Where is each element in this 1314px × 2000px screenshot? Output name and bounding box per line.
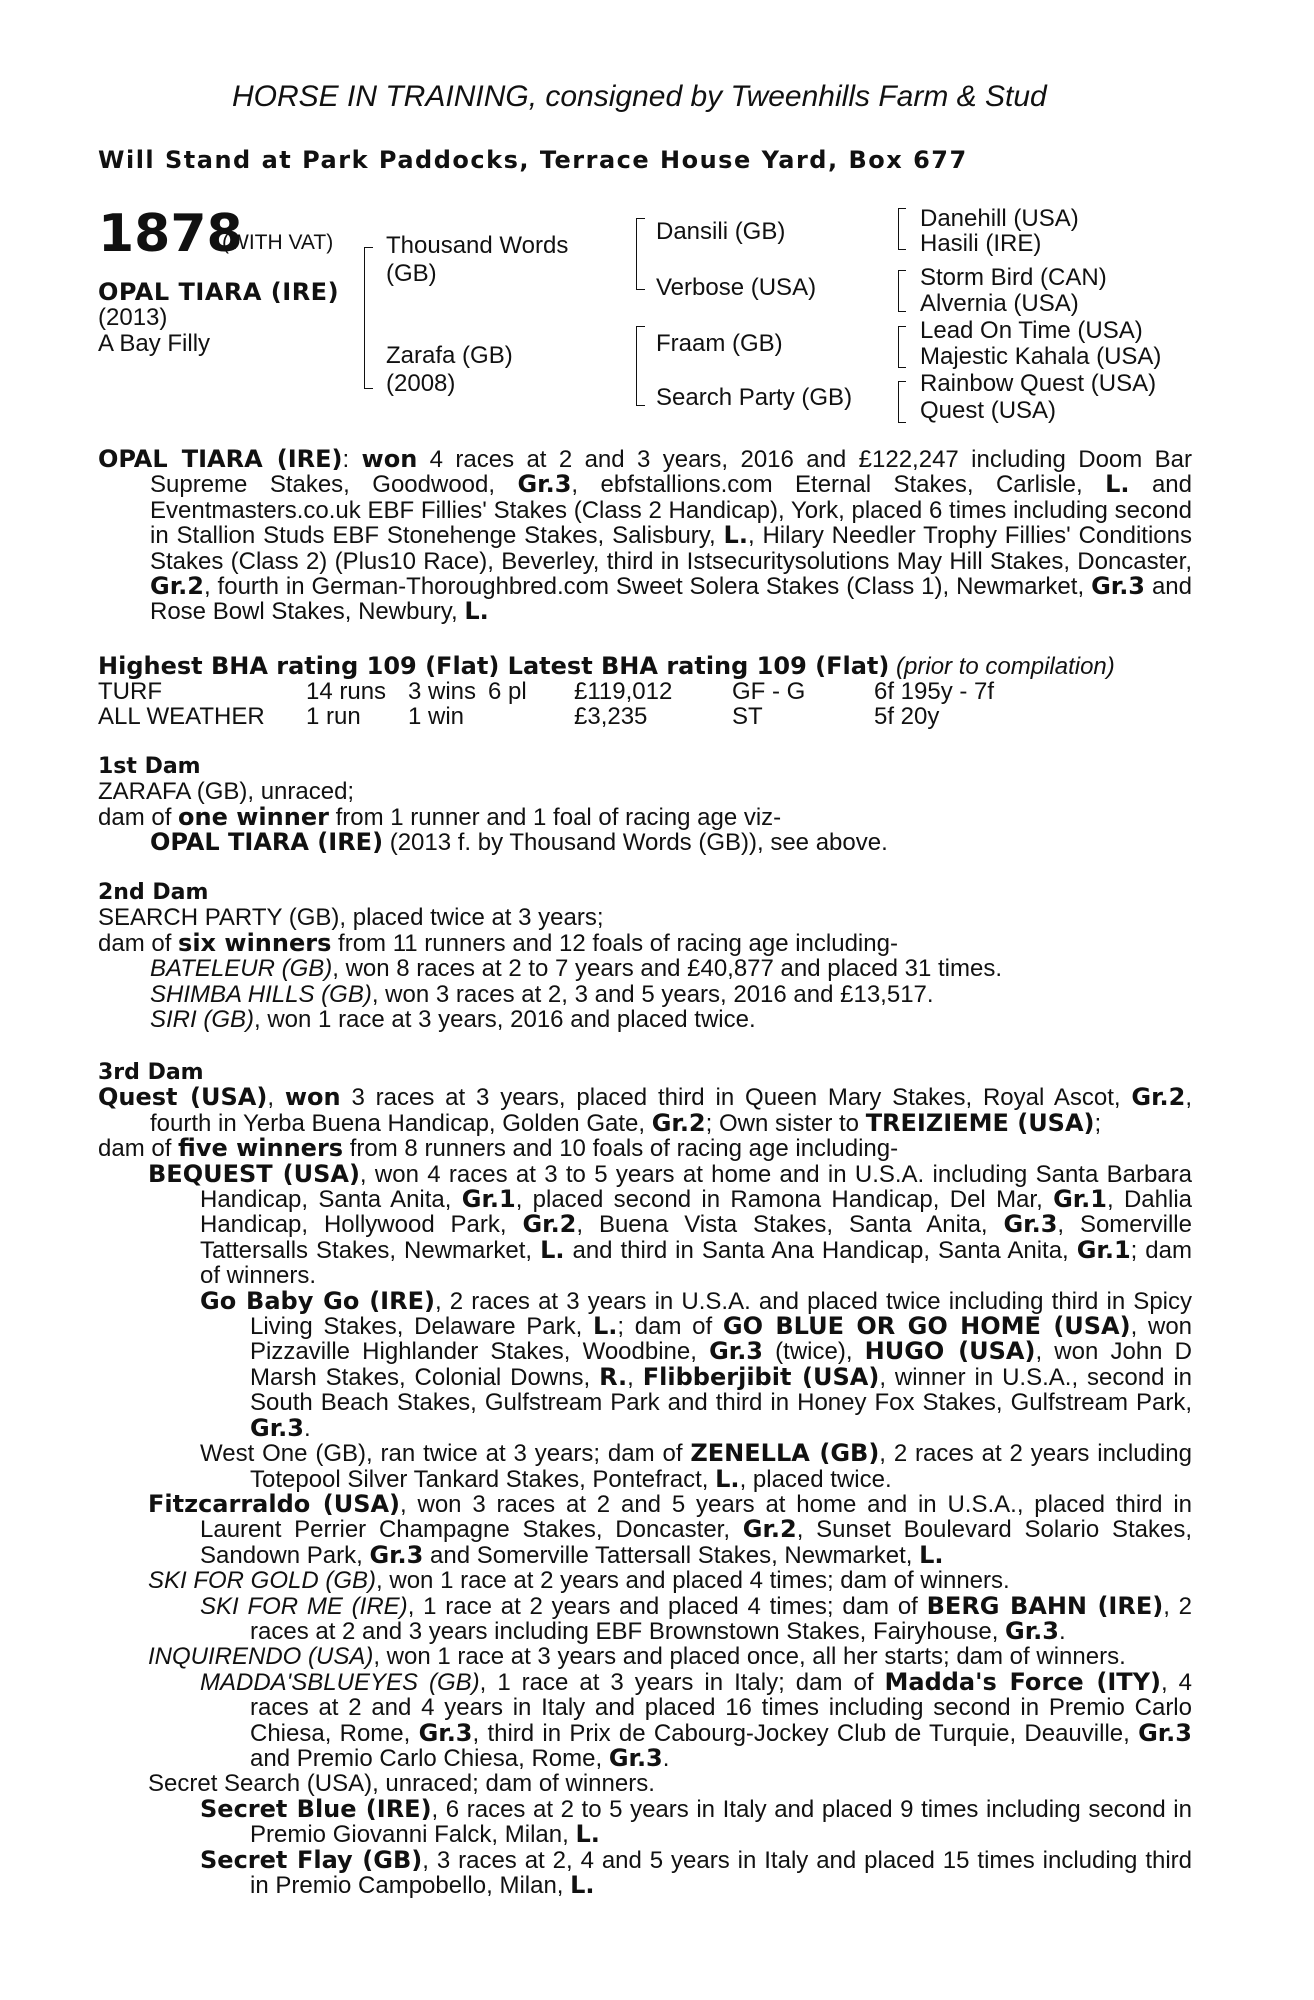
horse-year: (2013) <box>98 304 168 331</box>
text-run: BERG BAHN (IRE) <box>926 1591 1164 1620</box>
text-run: , Sunset Boulevard Solario Stakes, Sandown Park, <box>200 1516 1192 1569</box>
text-run: OPAL TIARA (IRE) <box>150 828 384 857</box>
text-run: , 4 races at 2 and 4 years in Italy and placed 16 times including second in Premio Carlo Chiesa, Rome, <box>250 1668 1193 1747</box>
text-run: , fourth in Yerba Buena Handicap, Golden Gate, <box>150 1084 1192 1137</box>
text-run: R. <box>599 1362 628 1391</box>
vat-label: (WITH VAT) <box>222 231 334 254</box>
text-run: , 1 race at 3 years in Italy; dam of <box>479 1668 885 1696</box>
gen3-4: Alvernia (USA) <box>920 290 1079 317</box>
gen2-brace-sire <box>636 218 645 290</box>
text-run: , <box>627 1363 643 1391</box>
text-run: and Rose Bowl Stakes, Newbury, <box>150 573 1193 626</box>
dam-name: Zarafa (GB) <box>386 342 513 369</box>
text-run: (twice), <box>763 1338 865 1366</box>
text-run: MADDA'SBLUEYES (GB) <box>200 1668 480 1696</box>
text-run: and Premio Carlo Chiesa, Rome, <box>250 1744 609 1772</box>
text-run: six winners <box>178 928 332 957</box>
text-run: won <box>284 1083 341 1112</box>
text-run: . <box>662 1744 670 1772</box>
text-run: L. <box>715 1464 740 1493</box>
text-run: , won 1 race at 3 years, 2016 and placed twice. <box>254 1006 756 1034</box>
gen3-6: Majestic Kahala (USA) <box>920 343 1162 370</box>
text-run: from 11 runners and 12 foals of racing age including- <box>331 929 898 957</box>
text-run: , 2 races at 3 years in U.S.A. and placed twice including third in Spicy Living Stakes, Delaware Park, <box>250 1287 1192 1341</box>
text-run: SKI FOR GOLD (GB) <box>148 1567 377 1595</box>
aw-distance: 5f 20y <box>874 703 940 730</box>
text-run: HUGO (USA) <box>864 1337 1036 1366</box>
horse-description: A Bay Filly <box>98 330 211 357</box>
text-run: Gr.3 <box>608 1743 663 1772</box>
gen3-5: Lead On Time (USA) <box>920 317 1143 344</box>
text-run: Gr.3 <box>709 1337 764 1366</box>
text-run: , 3 races at 2, 4 and 5 years in Italy and placed 15 times including third in Premio Campobello, Milan, <box>250 1846 1193 1899</box>
text-run: Quest (USA) <box>98 1083 268 1112</box>
text-run: Secret Flay (GB) <box>200 1845 423 1874</box>
text-run: BEQUEST (USA) <box>148 1159 360 1188</box>
text-run: L. <box>1105 470 1130 499</box>
aw-surface: ST <box>732 703 763 730</box>
text-run: Gr.3 <box>369 1540 424 1569</box>
text-run: Gr.3 <box>517 470 572 499</box>
gen3-brace-4 <box>898 381 906 423</box>
text-run: , <box>267 1084 285 1112</box>
gen2-sire-dam: Verbose (USA) <box>656 274 817 301</box>
text-run: five winners <box>178 1134 344 1163</box>
text-run: ZENELLA (GB) <box>690 1439 880 1468</box>
sire-name: Thousand Words <box>386 232 569 259</box>
turf-going: GF - G <box>732 678 806 705</box>
text-run: , Buena Vista Stakes, Santa Anita, <box>576 1211 1004 1239</box>
text-run: Gr.3 <box>1003 1210 1058 1239</box>
turf-placed: 6 pl <box>488 678 527 705</box>
text-run: , 2 races at 2 years including Totepool Silver Tankard Stakes, Pontefract, <box>250 1440 1192 1493</box>
first-dam-heading: 1st Dam <box>98 754 201 779</box>
text-run: one winner <box>178 802 329 831</box>
text-run: L. <box>592 1312 618 1341</box>
record-horse-name: OPAL TIARA (IRE) <box>98 445 343 473</box>
text-run: , winner in U.S.A., second in South Beach Stakes, Gulfstream Park and third in Honey Fox Stakes, Gulfstream Park, <box>250 1363 1193 1417</box>
gen2-dam-sire: Fraam (GB) <box>656 330 783 357</box>
turf-wins: 3 wins <box>408 678 477 705</box>
gen3-brace-1 <box>898 208 906 250</box>
text-run: L. <box>723 521 748 550</box>
text-run: GO BLUE OR GO HOME (USA) <box>722 1312 1131 1341</box>
second-dam-section: 2nd Dam SEARCH PARTY (GB), placed twice at 3 years; dam of six winners from 11 runners and 12 foals of racing age including- BATELEUR (GB), won 8 races at 2 to 7 years and £40,877 and placed 31 times. SHIMBA HILLS (GB), won 3 races at 2, 3 and 5 years, 2016 and £13,517. SIRI (GB), won 1 race at 3 years, 2016 and placed twice. <box>98 880 1192 1032</box>
text-run: Gr.3 <box>418 1718 473 1747</box>
text-run: Gr.2 <box>150 572 204 601</box>
aw-runs: 1 run <box>306 703 361 730</box>
gen3-1: Danehill (USA) <box>920 205 1079 232</box>
text-run: Gr.3 <box>1138 1718 1192 1747</box>
gen3-2: Hasili (IRE) <box>920 230 1042 257</box>
race-record <box>98 447 1192 625</box>
text-run: and third in Santa Ana Handicap, Santa Anita, <box>564 1236 1077 1264</box>
sire-country: (GB) <box>386 260 437 287</box>
text-run: , won Pizzaville Highlander Stakes, Woodbine, <box>250 1313 1193 1366</box>
text-run: , won 3 races at 2, 3 and 5 years, 2016 and £13,517. <box>371 980 934 1008</box>
text-run: INQUIRENDO (USA) <box>148 1643 374 1671</box>
text-run: ; <box>1094 1109 1102 1137</box>
text-run: L. <box>919 1540 944 1569</box>
text-run: 3 races at 3 years, placed third in Queen Mary Stakes, Royal Ascot, <box>340 1084 1132 1112</box>
text-run: , placed second in Ramona Handicap, Del Mar, <box>515 1186 1054 1214</box>
ratings-note: (prior to compilation) <box>896 653 1115 680</box>
gen3-brace-3 <box>898 326 906 368</box>
text-run: : <box>342 446 362 473</box>
text-run: Go Baby Go (IRE) <box>200 1286 435 1315</box>
text-run: , Somerville Tattersalls Stakes, Newmarket, <box>200 1211 1192 1264</box>
text-run: , won 3 races at 2 and 5 years at home and in U.S.A., placed third in Laurent Perrier Champagne Stakes, Doncaster, <box>200 1490 1192 1544</box>
text-run: , won 1 race at 3 years and placed once, all her starts; dam of winners. <box>373 1643 1126 1671</box>
text-run: Secret Blue (IRE) <box>200 1794 432 1823</box>
text-run: Flibberjibit (USA) <box>642 1362 880 1391</box>
text-run: ; dam of <box>617 1313 723 1341</box>
text-run: Gr.1 <box>1076 1235 1131 1264</box>
text-run: L. <box>464 597 489 626</box>
text-run: , 1 race at 2 years and placed 4 times; dam of <box>407 1592 927 1620</box>
second-dam-heading: 2nd Dam <box>98 880 209 905</box>
page-heading: HORSE IN TRAINING, consigned by Tweenhills Farm & Stud <box>232 80 1047 113</box>
text-run: dam of <box>98 1135 179 1163</box>
text-run: West One (GB), ran twice at 3 years; dam of <box>200 1440 691 1468</box>
text-run: Gr.3 <box>1091 572 1146 601</box>
aw-label: ALL WEATHER <box>98 703 265 730</box>
location-line: Will Stand at Park Paddocks, Terrace House Yard, Box 677 <box>98 146 968 174</box>
text-run: L. <box>540 1235 565 1264</box>
text-run: SIRI (GB) <box>150 1006 255 1034</box>
text-run: Gr.2 <box>522 1210 577 1239</box>
text-run: Gr.2 <box>742 1515 797 1544</box>
text-run: SHIMBA HILLS (GB) <box>150 980 372 1008</box>
text-run: TREIZIEME (USA) <box>865 1108 1095 1137</box>
text-run: Madda's Force (ITY) <box>884 1667 1161 1696</box>
first-dam-section: 1st Dam ZARAFA (GB), unraced; dam of one winner from 1 runner and 1 foal of racing age viz- OPAL TIARA (IRE) (2013 f. by Thousand Words (GB)), see above. <box>98 754 1192 856</box>
text-run: and Eventmasters.co.uk EBF Fillies' Stakes (Class 2 Handicap), York, placed 6 times including second in Stallion Studs EBF Stonehenge Stakes, Salisbury, <box>150 471 1192 550</box>
gen3-8: Quest (USA) <box>920 397 1057 424</box>
text-run: (2013 f. by Thousand Words (GB)), see above. <box>383 829 888 857</box>
lot-number: 1878 <box>98 204 243 264</box>
text-run: , won John D Marsh Stakes, Colonial Downs, <box>250 1338 1193 1391</box>
third-dam-section <box>98 1060 1192 1898</box>
text-run: BATELEUR (GB) <box>150 955 333 983</box>
gen2-dam-dam: Search Party (GB) <box>656 384 853 411</box>
text-run: , placed twice. <box>739 1465 892 1493</box>
text-run: Gr.1 <box>461 1185 516 1214</box>
gen3-7: Rainbow Quest (USA) <box>920 370 1157 397</box>
text-run: Fitzcarraldo (USA) <box>148 1489 401 1518</box>
text-run: . <box>1058 1617 1066 1645</box>
text-run: Gr.3 <box>250 1413 304 1442</box>
text-run: , Hilary Needler Trophy Fillies' Conditions Stakes (Class 2) (Plus10 Race), Beverley, third in Istsecuritysolutions May Hill Stakes, Doncaster, <box>150 522 1192 575</box>
turf-distance: 6f 195y - 7f <box>874 678 995 705</box>
aw-wins: 1 win <box>408 703 465 730</box>
text-run: Gr.1 <box>1053 1185 1107 1214</box>
dam-year: (2008) <box>386 370 456 397</box>
text-run: and Somerville Tattersall Stakes, Newmarket, <box>423 1541 920 1569</box>
text-run: , 2 races at 2 and 3 years including EBF Brownstown Stakes, Fairyhouse, <box>250 1592 1193 1645</box>
text-run: , ebfstallions.com Eternal Stakes, Carlisle, <box>571 471 1106 499</box>
text-run: ; Own sister to <box>705 1109 866 1137</box>
text-run: , fourth in German-Thoroughbred.com Sweet Solera Stakes (Class 1), Newmarket, <box>203 573 1092 601</box>
text-run: won <box>361 445 418 473</box>
text-run: , 6 races at 2 to 5 years in Italy and placed 9 times including second in Premio Giovanni Falck, Milan, <box>250 1795 1192 1849</box>
text-run: , Dahlia Handicap, Hollywood Park, <box>200 1186 1193 1239</box>
text-run: 4 races at 2 and 3 years, 2016 and £122,247 including Doom Bar Supreme Stakes, Goodwood, <box>150 446 1193 499</box>
third-dam-heading: 3rd Dam <box>98 1060 204 1085</box>
ratings-line: Highest BHA rating 109 (Flat) Latest BHA rating 109 (Flat) (prior to compilation) <box>98 652 1115 680</box>
horse-name: OPAL TIARA (IRE) <box>98 278 340 306</box>
gen3-brace-2 <box>898 270 906 312</box>
aw-prize: £3,235 <box>574 703 648 730</box>
text-run: , won 8 races at 2 to 7 years and £40,877 and placed 31 times. <box>332 955 1003 983</box>
text-run: L. <box>570 1871 595 1899</box>
text-run: , won 4 races at 3 to 5 years at home and in U.S.A. including Santa Barbara Handicap, Santa Anita, <box>200 1160 1192 1214</box>
text-run: dam of <box>98 929 179 957</box>
text-run: SKI FOR ME (IRE) <box>200 1592 408 1620</box>
text-run: dam of <box>98 803 179 831</box>
text-run: from 1 runner and 1 foal of racing age viz- <box>328 803 782 831</box>
turf-runs: 14 runs <box>306 678 387 705</box>
turf-label: TURF <box>98 678 162 705</box>
text-run: . <box>303 1414 311 1442</box>
text-run: L. <box>575 1820 600 1849</box>
text-run: from 8 runners and 10 foals of racing age including- <box>343 1135 899 1163</box>
gen3-3: Storm Bird (CAN) <box>920 264 1107 291</box>
text-run: , won 1 race at 2 years and placed 4 times; dam of winners. <box>376 1567 1010 1595</box>
text-run: Gr.2 <box>651 1108 706 1137</box>
gen2-brace-dam <box>636 326 645 406</box>
text-run: , third in Prix de Cabourg-Jockey Club de Turquie, Deauville, <box>472 1719 1139 1747</box>
gen1-brace <box>364 247 373 389</box>
gen2-sire-sire: Dansili (GB) <box>656 218 786 245</box>
text-run: Gr.2 <box>1131 1083 1186 1112</box>
text-run: ; dam of winners. <box>200 1236 1192 1290</box>
turf-prize: £119,012 <box>574 678 673 705</box>
text-run: Gr.3 <box>1005 1616 1059 1645</box>
text-run: Secret Search (USA), unraced; dam of winners. <box>148 1770 655 1798</box>
